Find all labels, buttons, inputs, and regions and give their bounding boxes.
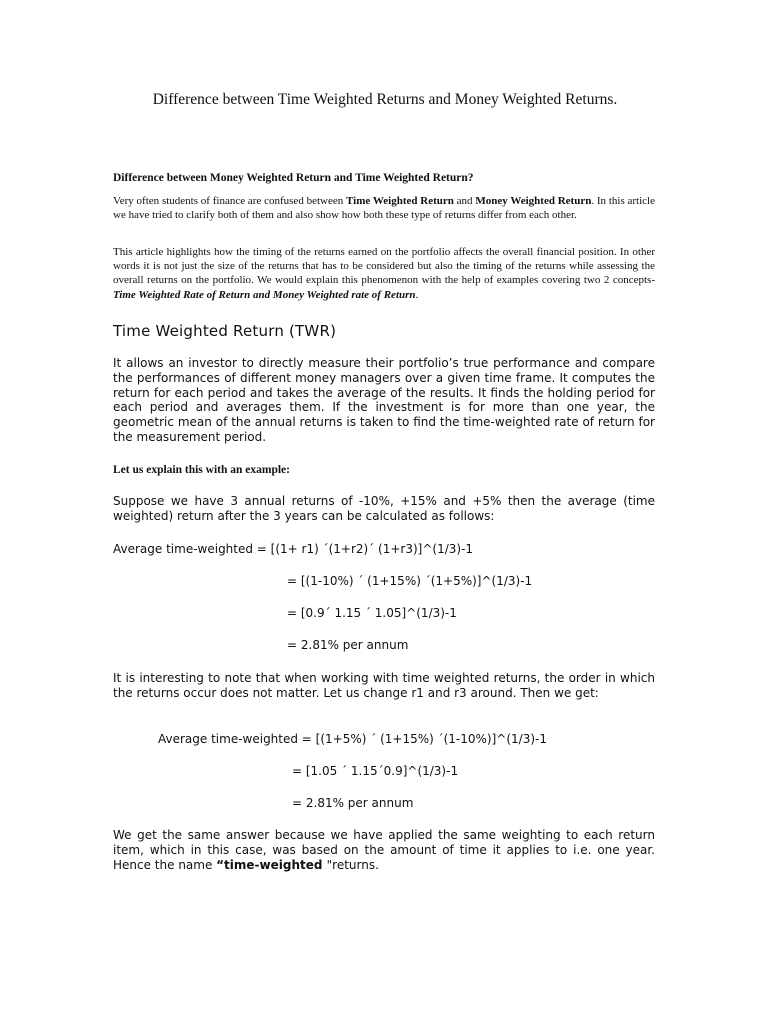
calc-line-5: Average time-weighted = [(1+5%) ´ (1+15%) ´(1-10%)]^(1/3)-1 <box>158 732 547 746</box>
document-title: Difference between Time Weighted Returns and Money Weighted Returns. <box>152 91 618 108</box>
intro-paragraph-2 <box>113 245 655 302</box>
example-heading: Let us explain this with an example: <box>113 464 290 476</box>
same-answer-paragraph <box>113 828 655 872</box>
calc-line-4: = 2.81% per annum <box>287 638 409 652</box>
calc-line-3: = [0.9´ 1.15 ´ 1.05]^(1/3)-1 <box>287 606 457 620</box>
same-answer-end: "returns. <box>326 857 379 872</box>
intro2-bold-italic: Time Weighted Rate of Return and Money Weighted rate of Return <box>113 288 416 301</box>
calc-line-2: = [(1-10%) ´ (1+15%) ´(1+5%)]^(1/3)-1 <box>287 574 533 588</box>
intro1-text-3: . In this article we have tried to clarify both of them and also show how both these type of returns differ from each other. <box>113 195 655 222</box>
intro2-end: . <box>415 288 419 301</box>
same-answer-bold: “time-weighted <box>216 857 327 872</box>
order-note-paragraph: It is interesting to note that when working with time weighted returns, the order in which the returns occur does not matter. Let us change r1 and r3 around. Then we get: <box>113 671 655 700</box>
intro1-text-1: Very often students of finance are confused between <box>113 195 347 207</box>
calc-line-7: = 2.81% per annum <box>292 796 414 810</box>
question-heading: Difference between Money Weighted Return and Time Weighted Return? <box>113 172 474 184</box>
twr-heading: Time Weighted Return (TWR) <box>113 322 337 340</box>
same-answer-text: We get the same answer because we have applied the same weighting to each return item, which in this case, was based on the amount of time it applies to i.e. one year. Hence the name <box>113 828 655 872</box>
intro1-bold-twr: Time Weighted Return <box>346 195 454 207</box>
intro-paragraph-1 <box>113 194 655 222</box>
intro2-text: This article highlights how the timing of the returns earned on the portfolio affects the overall financial position. In other words it is not just the size of the returns that has to be considered but also the timing of the returns while assessing the overall returns on the portfolio. We would explain this phenomenon with the help of examples covering two 2 concepts- <box>113 246 655 287</box>
calc-line-1: Average time-weighted = [(1+ r1) ´(1+r2)´ (1+r3)]^(1/3)-1 <box>113 542 474 556</box>
calc-line-6: = [1.05 ´ 1.15´0.9]^(1/3)-1 <box>292 764 459 778</box>
suppose-paragraph: Suppose we have 3 annual returns of -10%, +15% and +5% then the average (time weighted) return after the 3 years can be calculated as follows: <box>113 494 655 523</box>
twr-body-paragraph: It allows an investor to directly measure their portfolio’s true performance and compare the performances of different money managers over a given time frame. It computes the return for each period and takes the average of the results. It finds the holding period for each period and averages them. If the investment is for more than one year, the geometric mean of the annual returns is taken to find the time-weighted rate of return for the measurement period. <box>113 356 655 444</box>
intro1-text-2: and <box>453 195 476 207</box>
intro1-bold-mwr: Money Weighted Return <box>475 195 592 207</box>
